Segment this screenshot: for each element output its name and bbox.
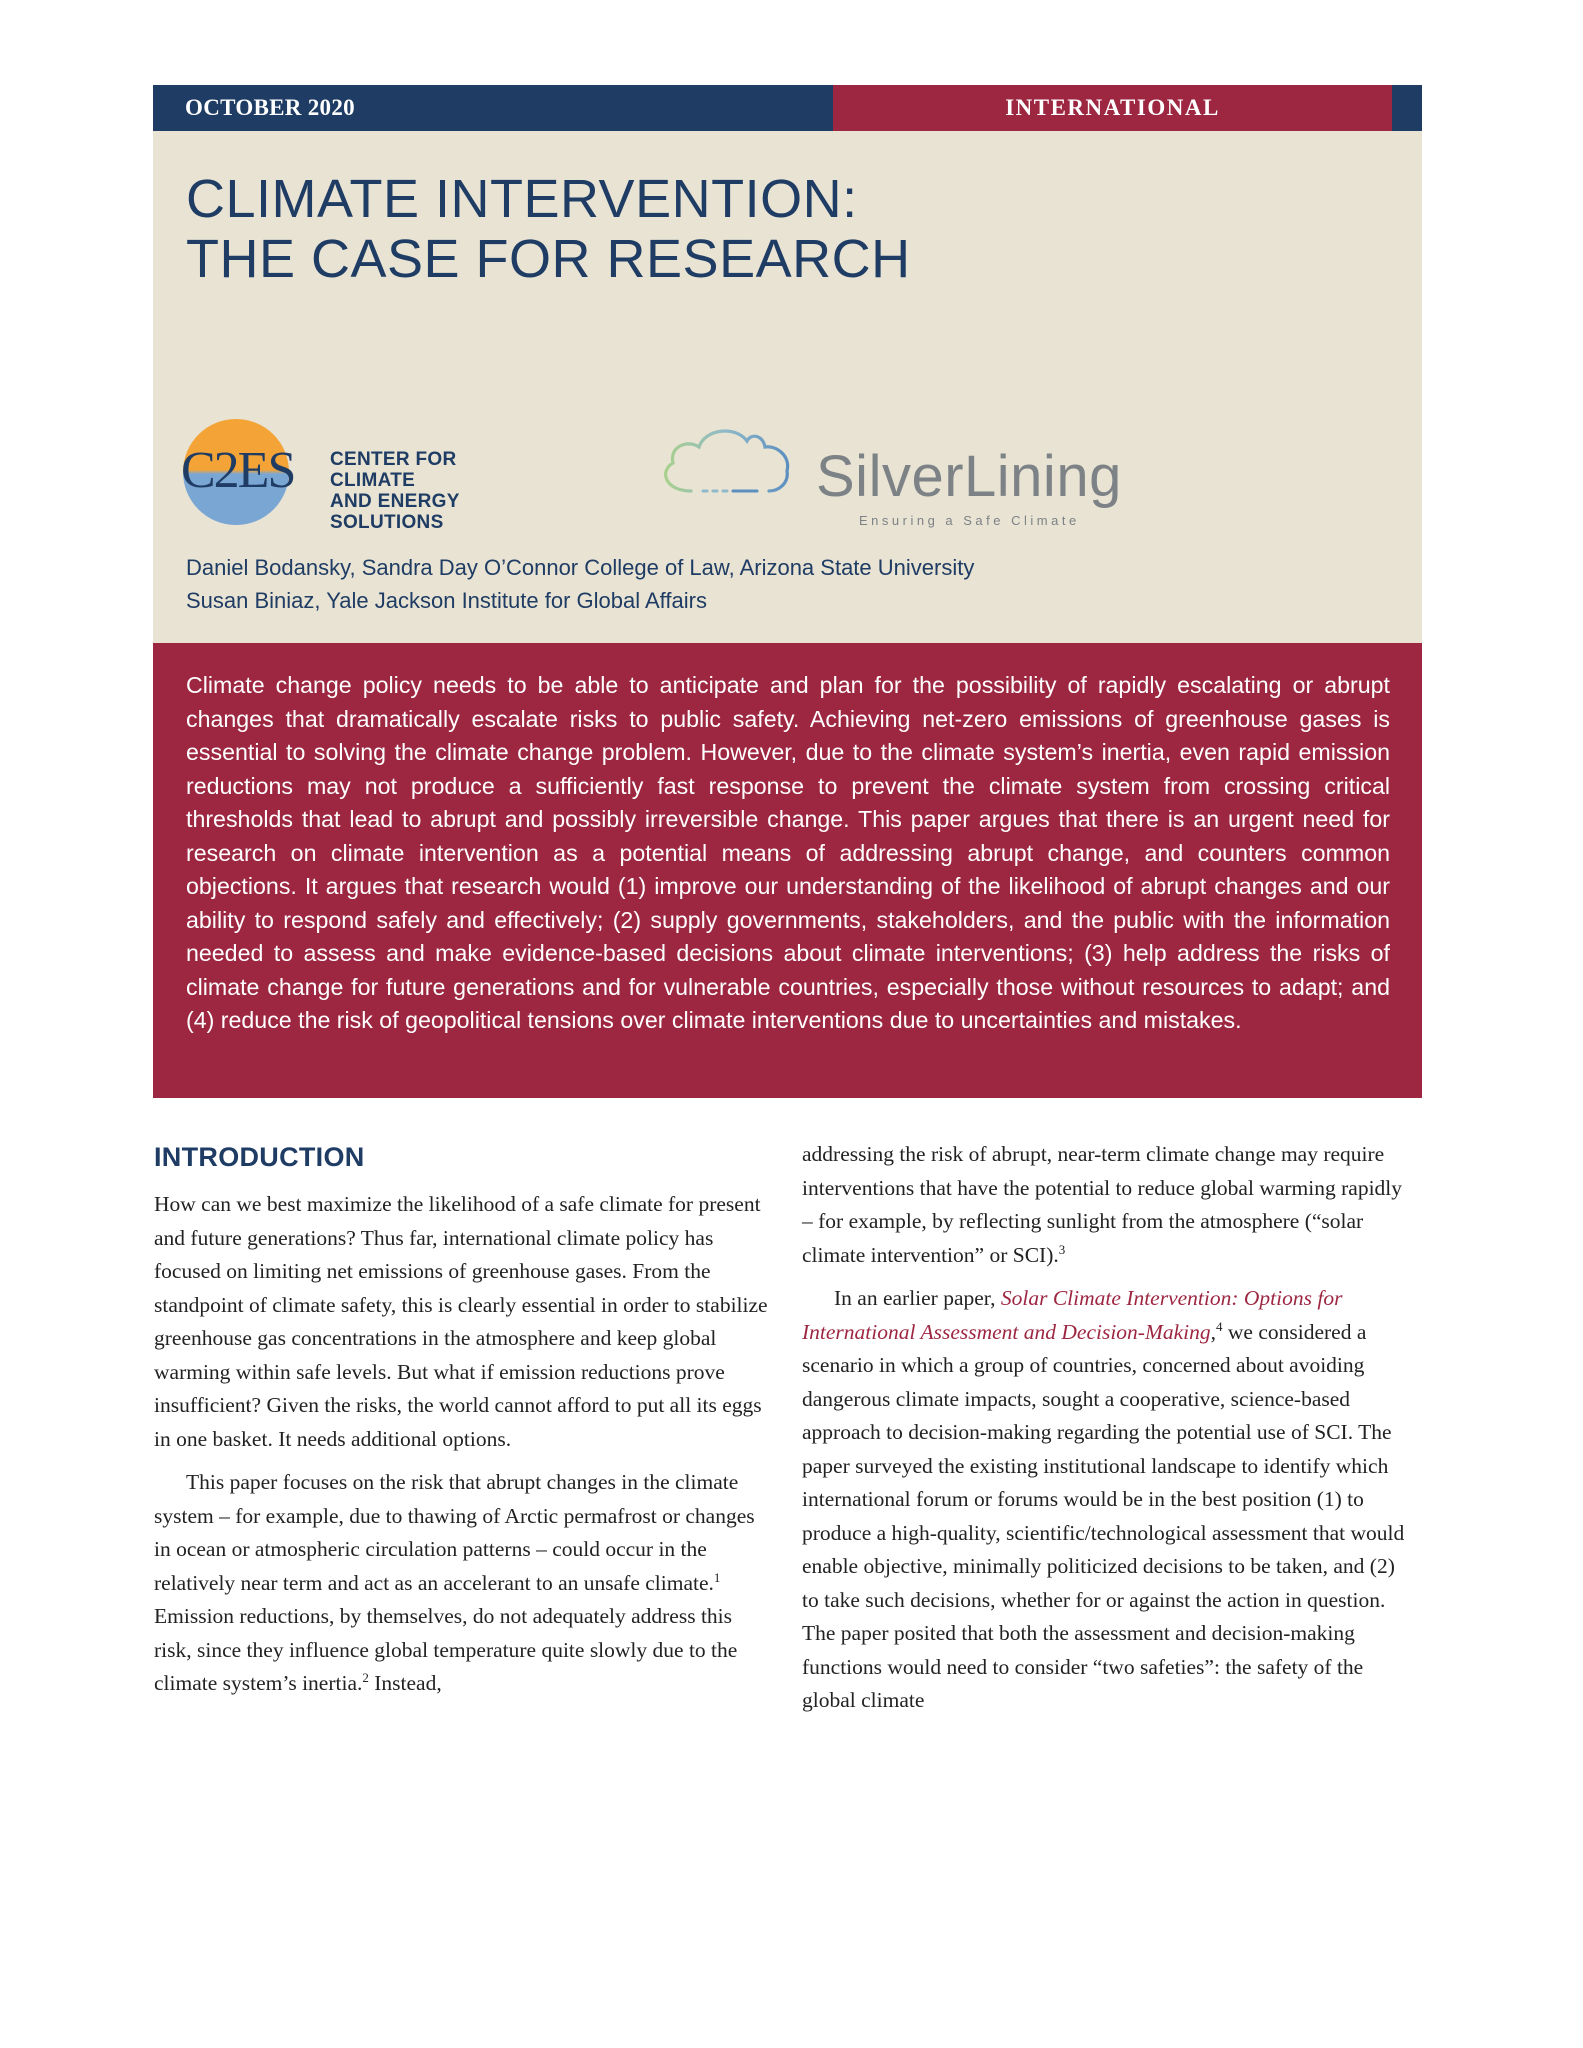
footnote-ref-4[interactable]: 4 [1216,1318,1223,1334]
issue-date: OCTOBER 2020 [153,85,833,131]
silverlining-logo [651,421,1131,531]
right-column [802,1138,1414,1728]
author-1: Daniel Bodansky, Sandra Day O’Connor College of Law, Arizona State University [186,555,975,580]
footnote-ref-2[interactable]: 2 [362,1669,369,1685]
author-list [186,551,974,617]
author-2: Susan Biniaz, Yale Jackson Institute for Global Affairs [186,588,707,613]
title-line-1: CLIMATE INTERVENTION: [186,169,858,229]
header-bar [153,85,1422,131]
document-title [186,169,911,289]
footnote-ref-3[interactable]: 3 [1058,1241,1066,1257]
header-bar-cap [1392,85,1422,131]
intro-paragraph-3: In an earlier paper, Solar Climate Intervention: Options for International Assessment and Decision-Making,$^4$ we considered a scenario in which a group of countries, concerned about avoiding dangerous climate impacts, sought a cooperative, science-based approach to decision-making regarding the potential use of SCI. The paper surveyed the existing institutional landscape to identify which international forum or forums would be in the best position (1) to produce a high-quality, scientific/technological assessment that would enable objective, minimally politicized decisions to be taken, and (2) to take such decisions, whether for or against the action in question. The paper posited that both the assessment and decision-making functions would need to consider “two safeties”: the safety of the global climate [802,1286,1405,1712]
abstract-text: Climate change policy needs to be able to anticipate and plan for the possibility of rapidly escalating or abrupt changes that dramatically escalate risks to public safety. Achieving net-zero emissions of greenhouse gases is essential to solving the climate change problem. However, due to the climate system’s inertia, even rapid emission reductions may not produce a sufficiently fast response to prevent the climate system from crossing critical thresholds that lead to abrupt and possibly irreversible change. This paper argues that there is an urgent need for research on climate intervention as a potential means of addressing abrupt change, and counters common objections. It argues that research would (1) improve our understanding of the likelihood of abrupt changes and our ability to respond safely and effectively; (2) supply governments, stakeholders, and the public with the information needed to assess and make evidence-based decisions about climate interventions; (3) help address the risks of climate change for future generations and for vulnerable countries, especially those without resources to adapt; and (4) reduce the risk of geopolitical tensions over climate interventions due to uncertainties and mistakes. [186,672,1390,1033]
title-banner [153,131,1422,643]
abstract-box [153,643,1422,1098]
title-line-2: THE CASE FOR RESEARCH [186,229,911,289]
category-label: INTERNATIONAL [833,85,1392,131]
c2es-logo [181,419,513,533]
left-column [154,1138,772,1711]
footnote-ref-1[interactable]: 1 [713,1569,721,1585]
intro-paragraph-1: How can we best maximize the likelihood of a safe climate for present and future generations? Thus far, international climate policy has focused on limiting net emissions of greenhouse gases. From the standpoint of climate safety, this is clearly essential in order to stabilize greenhouse gas concentrations in the atmosphere and keep global warming within safe levels. But what if emission reductions prove insufficient? Given the risks, the world cannot afford to put all its eggs in one basket. It needs additional options. [154,1192,768,1451]
intro-paragraph-2: This paper focuses on the risk that abrupt changes in the climate system – for example, due to thawing of Arctic permafrost or changes in ocean or atmospheric circulation patterns – could occur in the relatively near term and act as an accelerant to an unsafe climate.$^1$ Emission reductions, by themselves, do not adequately address this risk, since they influence global temperature quite slowly due to the climate system’s inertia.$^2$ Instead, [154,1470,755,1695]
cloud-icon [651,421,793,501]
c2es-full-name: CENTER FOR CLIMATE AND ENERGY SOLUTIONS [330,449,460,533]
introduction-heading: INTRODUCTION [154,1142,365,1172]
intro-paragraph-2-continued: addressing the risk of abrupt, near-term climate change may require interventions that have the potential to reduce global warming rapidly – for example, by reflecting sunlight from the atmosphere (“solar climate intervention” or SCI).$^3$ [802,1142,1403,1267]
silverlining-tagline: Ensuring a Safe Climate [859,513,1080,528]
earlier-paper-link[interactable]: Solar Climate Intervention: Options for International Assessment and Decision-Making [802,1286,1343,1344]
c2es-wordmark: C2ES [181,442,295,499]
silverlining-wordmark: SilverLining [816,444,1122,509]
